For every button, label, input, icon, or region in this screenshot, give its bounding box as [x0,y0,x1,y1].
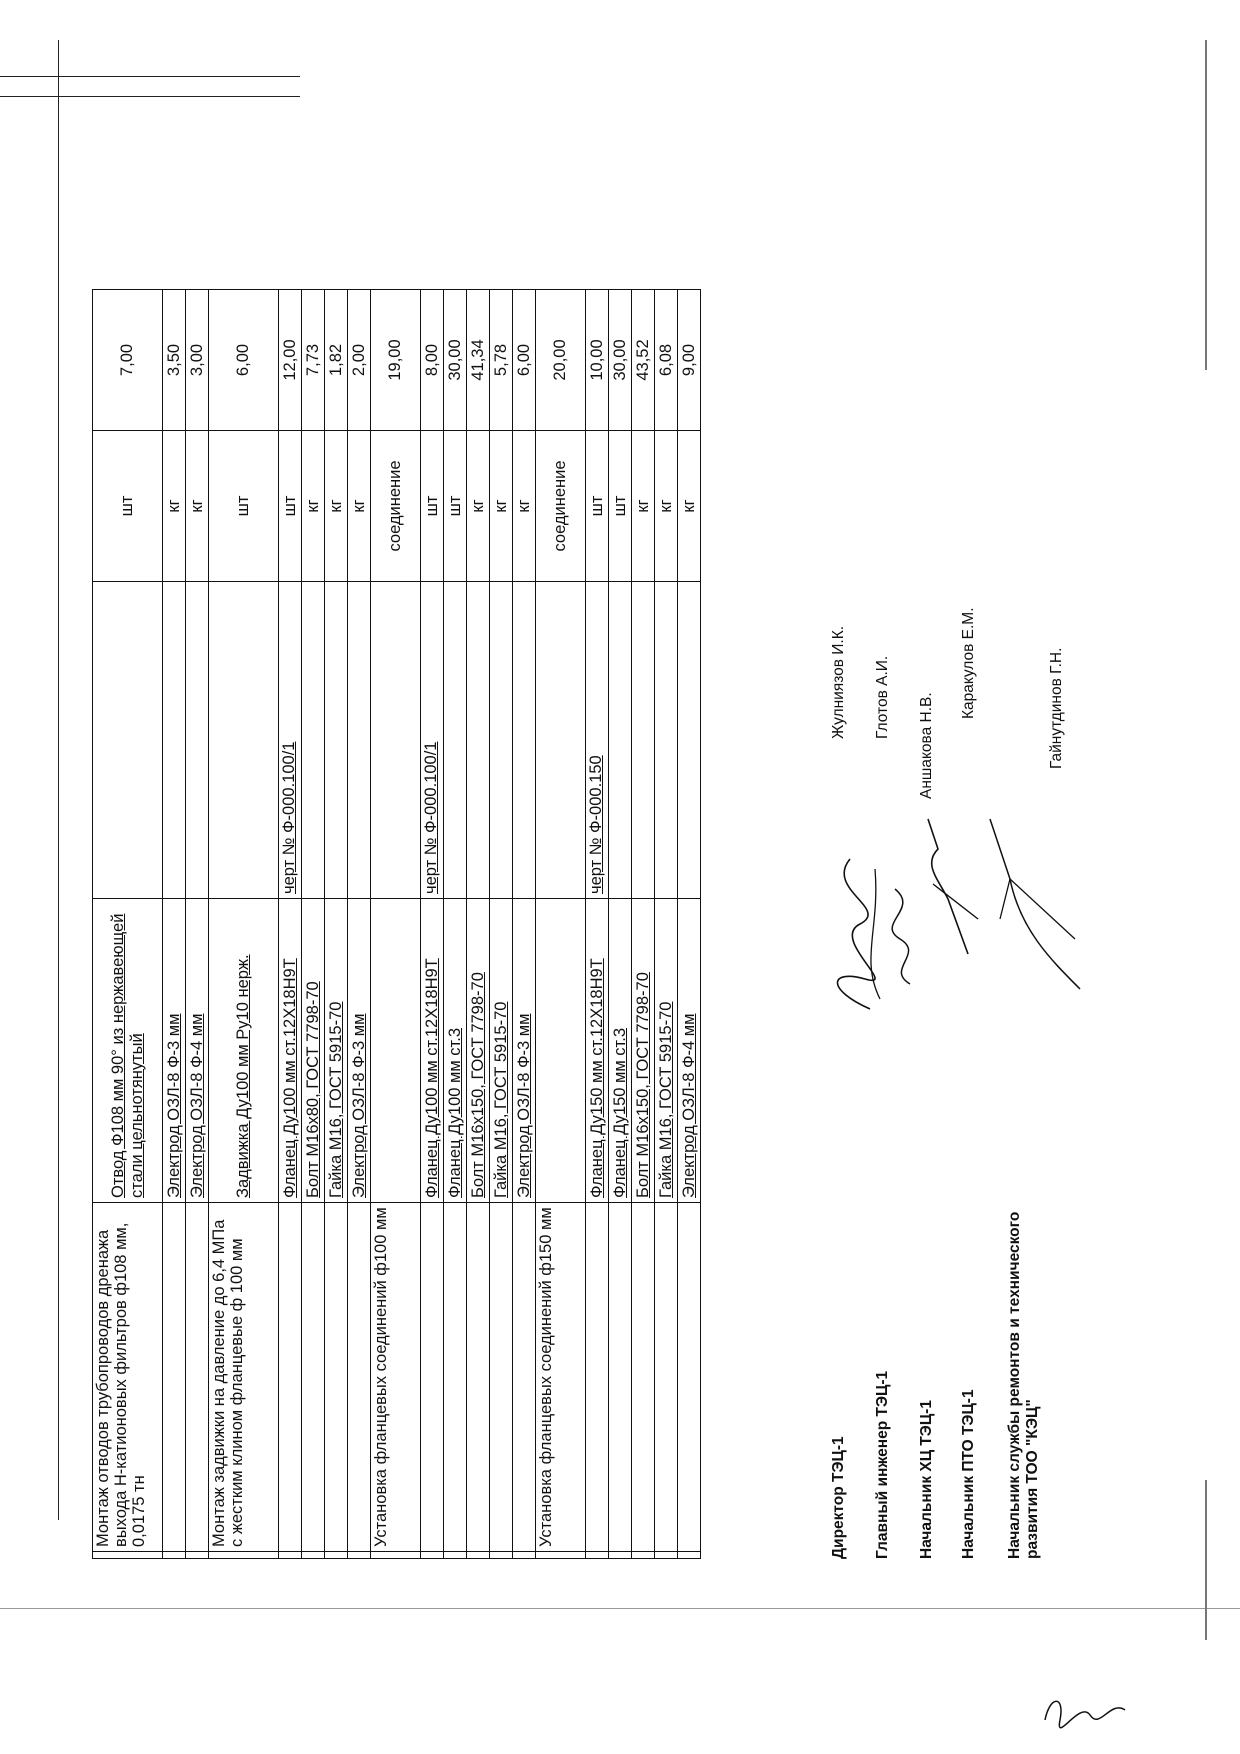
table-row [371,290,421,1559]
table-row [632,290,655,1559]
materials-table [92,289,701,1559]
quantity-cell: 6,08 [655,290,678,431]
material-cell: Отвод Ф108 мм 90° из нержавеющей стали цельнотянутый [93,899,163,1203]
quantity-cell: 19,00 [371,290,421,431]
table-row [609,290,632,1559]
material-cell: Электрод ОЗЛ-8 Ф-4 мм [678,899,701,1203]
drawing-reference-cell [513,582,536,899]
signature-name: Жулниязов И.К. [830,625,847,739]
work-description-cell [586,1203,609,1552]
drawing-reference-cell [371,582,421,899]
table-row [348,290,371,1559]
material-cell: Электрод ОЗЛ-8 Ф-3 мм [513,899,536,1203]
drawing-reference-cell: черт № Ф-000.100/1 [421,582,444,899]
drawing-reference-cell [163,582,186,899]
table-row [490,290,513,1559]
row-marker-cell [444,1552,467,1559]
drawing-reference-cell [302,582,325,899]
unit-cell: шт [609,431,632,582]
material-cell: Электрод ОЗЛ-8 Ф-4 мм [186,899,209,1203]
drawing-reference-cell: черт № Ф-000.150 [586,582,609,899]
unit-cell: кг [490,431,513,582]
quantity-cell: 3,50 [163,290,186,431]
work-description-cell [444,1203,467,1552]
quantity-cell: 7,00 [93,290,163,431]
signature-position: Начальник службы ремонтов и технического развития ТОО "КЭЦ" [1006,1211,1041,1559]
unit-cell: кг [325,431,348,582]
work-description-cell [186,1203,209,1552]
table-row [444,290,467,1559]
unit-cell: соединение [536,431,586,582]
drawing-reference-cell: черт № Ф-000.100/1 [279,582,302,899]
row-marker-cell [655,1552,678,1559]
material-cell: Электрод ОЗЛ-8 Ф-3 мм [163,899,186,1203]
row-marker-cell [536,1552,586,1559]
table-row [302,290,325,1559]
work-description-cell [609,1203,632,1552]
unit-cell: кг [302,431,325,582]
unit-cell: шт [444,431,467,582]
material-cell: Электрод ОЗЛ-8 Ф-3 мм [348,899,371,1203]
material-cell: Болт М16х150, ГОСТ 7798-70 [632,899,655,1203]
quantity-cell: 7,73 [302,290,325,431]
unit-cell: кг [655,431,678,582]
drawing-reference-cell [467,582,490,899]
work-description-cell [467,1203,490,1552]
quantity-cell: 30,00 [444,290,467,431]
material-cell: Болт М16х150, ГОСТ 7798-70 [467,899,490,1203]
unit-cell: кг [186,431,209,582]
material-cell: Гайка М16, ГОСТ 5915-70 [325,899,348,1203]
material-cell [536,899,586,1203]
drawing-reference-cell [632,582,655,899]
signature-position: Начальник ХЦ ТЭЦ-1 [918,1400,935,1559]
material-cell: Фланец Ду150 мм ст.12Х18Н9Т [586,899,609,1203]
quantity-cell: 2,00 [348,290,371,431]
quantity-cell: 43,52 [632,290,655,431]
signature-position: Начальник ПТО ТЭЦ-1 [960,1389,977,1559]
unit-cell: шт [279,431,302,582]
table-row [163,290,186,1559]
quantity-cell: 6,00 [209,290,279,431]
quantity-cell: 20,00 [536,290,586,431]
quantity-cell: 6,00 [513,290,536,431]
row-marker-cell [163,1552,186,1559]
material-cell: Фланец Ду100 мм ст.12Х18Н9Т [279,899,302,1203]
unit-cell: кг [678,431,701,582]
drawing-reference-cell [678,582,701,899]
table-row [467,290,490,1559]
quantity-cell: 41,34 [467,290,490,431]
drawing-reference-cell [490,582,513,899]
signature-position: Директор ТЭЦ-1 [830,1436,847,1559]
quantity-cell: 5,78 [490,290,513,431]
row-marker-cell [325,1552,348,1559]
row-marker-cell [93,1552,163,1559]
drawing-reference-cell [655,582,678,899]
row-marker-cell [632,1552,655,1559]
work-description-cell: Установка фланцевых соединений ф150 мм [536,1203,586,1552]
row-marker-cell [279,1552,302,1559]
signature-name: Глотов А.И. [874,655,891,739]
unit-cell: соединение [371,431,421,582]
row-marker-cell [513,1552,536,1559]
work-description-cell [421,1203,444,1552]
table-row [586,290,609,1559]
quantity-cell: 12,00 [279,290,302,431]
material-cell: Болт М16х80, ГОСТ 7798-70 [302,899,325,1203]
work-description-cell [302,1203,325,1552]
work-description-cell [513,1203,536,1552]
signature-name: Аншакова Н.В. [918,692,935,799]
table-row [655,290,678,1559]
work-description-cell [490,1203,513,1552]
unit-cell: кг [348,431,371,582]
signature-name: Гайнутдинов Г.Н. [1048,647,1065,769]
material-cell: Гайка М16, ГОСТ 5915-70 [490,899,513,1203]
quantity-cell: 3,00 [186,290,209,431]
work-description-cell [632,1203,655,1552]
material-cell: Фланец Ду100 мм ст.3 [444,899,467,1203]
unit-cell: шт [586,431,609,582]
unit-cell: шт [421,431,444,582]
material-cell: Фланец Ду150 мм ст.3 [609,899,632,1203]
drawing-reference-cell [93,582,163,899]
material-cell [371,899,421,1203]
table-row [279,290,302,1559]
unit-cell: кг [163,431,186,582]
quantity-cell: 30,00 [609,290,632,431]
row-marker-cell [209,1552,279,1559]
row-marker-cell [348,1552,371,1559]
handwritten-signature [980,809,1090,999]
work-description-cell: Установка фланцевых соединений ф100 мм [371,1203,421,1552]
unit-cell: кг [467,431,490,582]
initials-mark [1040,1690,1130,1730]
row-marker-cell [586,1552,609,1559]
work-description-cell [163,1203,186,1552]
drawing-reference-cell [444,582,467,899]
material-cell: Фланец Ду100 мм ст.12Х18Н9Т [421,899,444,1203]
row-marker-cell [371,1552,421,1559]
drawing-reference-cell [348,582,371,899]
signature-position: Главный инженер ТЭЦ-1 [874,1370,891,1559]
unit-cell: шт [209,431,279,582]
work-description-cell [279,1203,302,1552]
table-row [421,290,444,1559]
table-row [536,290,586,1559]
quantity-cell: 10,00 [586,290,609,431]
material-cell: Задвижка Ду100 мм Ру10 нерж. [209,899,279,1203]
row-marker-cell [186,1552,209,1559]
row-marker-cell [421,1552,444,1559]
unit-cell: шт [93,431,163,582]
table-row [513,290,536,1559]
row-marker-cell [467,1552,490,1559]
row-marker-cell [678,1552,701,1559]
table-row [325,290,348,1559]
quantity-cell: 1,82 [325,290,348,431]
unit-cell: кг [513,431,536,582]
signature-name: Каракулов Е.М. [960,607,977,719]
quantity-cell: 9,00 [678,290,701,431]
drawing-reference-cell [209,582,279,899]
unit-cell: кг [632,431,655,582]
table-row [186,290,209,1559]
table-row [93,290,163,1559]
table-row [678,290,701,1559]
quantity-cell: 8,00 [421,290,444,431]
drawing-reference-cell [325,582,348,899]
drawing-reference-cell [186,582,209,899]
handwritten-signature [918,809,988,959]
row-marker-cell [302,1552,325,1559]
table-row [209,290,279,1559]
work-description-cell [348,1203,371,1552]
work-description-cell [325,1203,348,1552]
signature-block [830,109,1160,1559]
work-description-cell [678,1203,701,1552]
drawing-reference-cell [536,582,586,899]
work-description-cell: Монтаж задвижки на давление до 6,4 МПа с жестким клином фланцевые ф 100 мм [209,1203,279,1552]
drawing-reference-cell [609,582,632,899]
row-marker-cell [609,1552,632,1559]
work-description-cell: Монтаж отводов трубопроводов дренажа выхода Н-катионовых фильтров ф108 мм, 0,0175 тн [93,1203,163,1552]
work-description-cell [655,1203,678,1552]
material-cell: Гайка М16, ГОСТ 5915-70 [655,899,678,1203]
row-marker-cell [490,1552,513,1559]
